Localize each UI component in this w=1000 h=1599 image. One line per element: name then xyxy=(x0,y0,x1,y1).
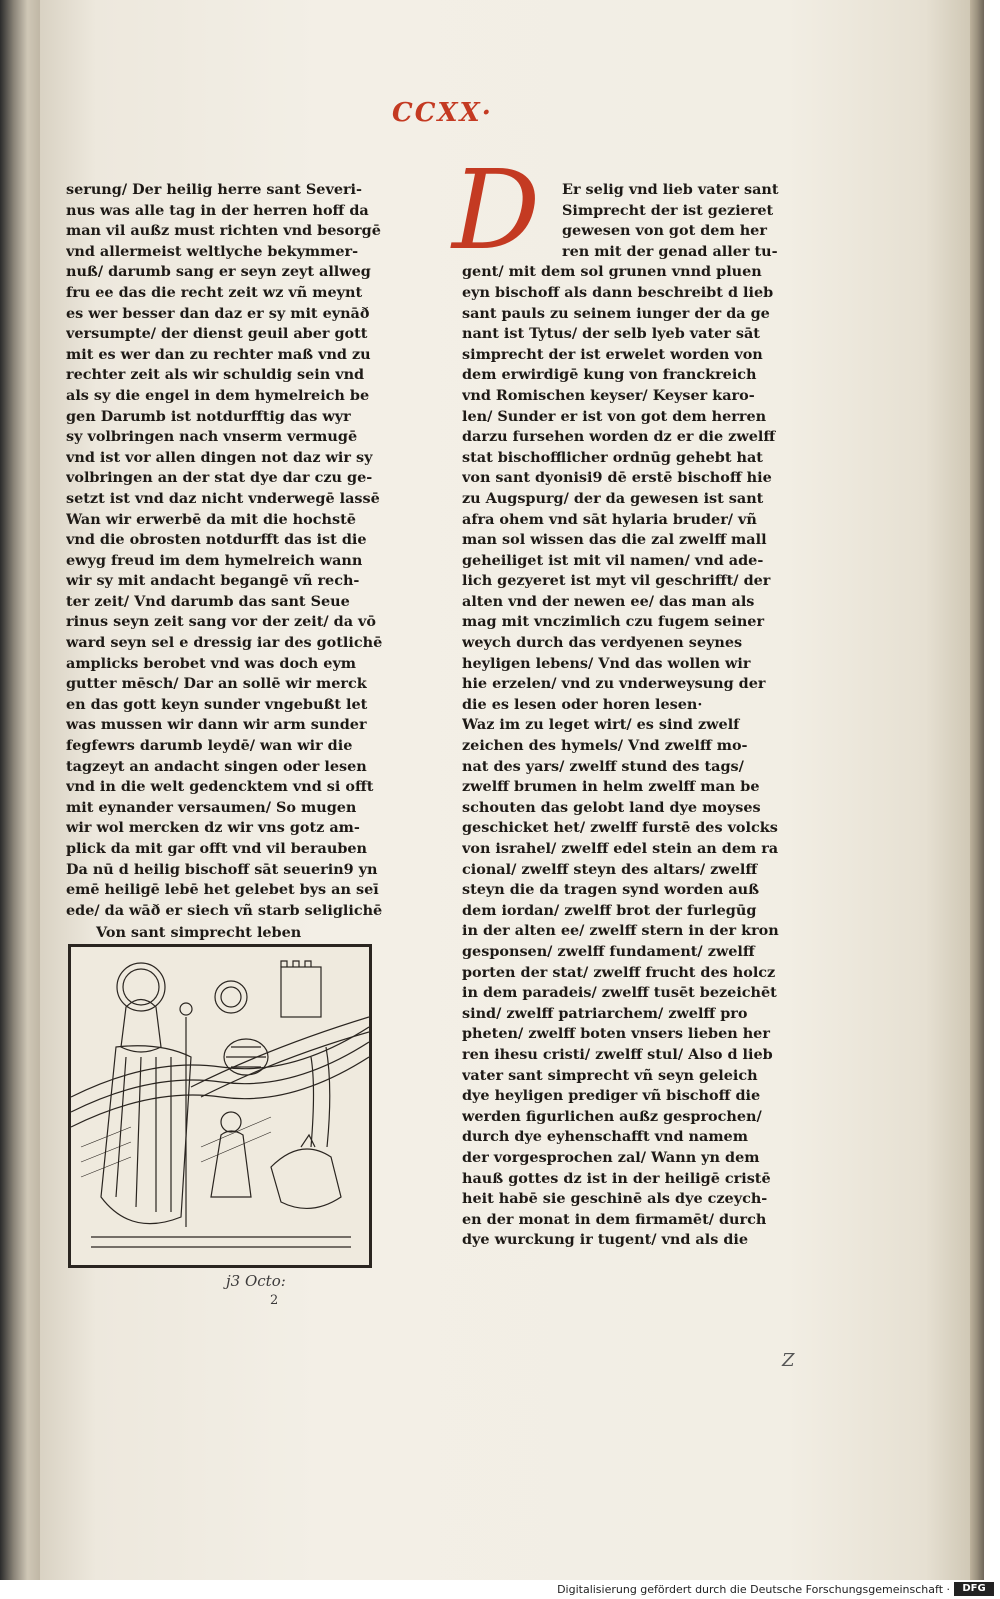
right-column-line: geschicket het/ zwelff furstē des volcks xyxy=(462,819,778,837)
right-column-line: Simprecht der ist gezieret xyxy=(562,201,774,219)
footer-bar xyxy=(0,1580,1000,1599)
right-column-line: schouten das gelobt land dye moyses xyxy=(462,798,761,816)
margin-note-signature: Z xyxy=(782,1350,795,1371)
decorated-initial: D xyxy=(452,146,541,274)
left-column-line: en das gott keyn sunder vngebußt let xyxy=(66,695,368,713)
right-column-line: stat bischofflicher ordnūg gehebt hat xyxy=(462,448,763,466)
woodcut-saint-image xyxy=(71,947,369,1265)
left-column-line: als sy die engel in dem hymelreich be xyxy=(66,386,370,404)
right-column-line: simprecht der ist erwelet worden von xyxy=(462,345,763,363)
right-column-line: dye wurckung ir tugent/ vnd als die xyxy=(462,1231,748,1249)
right-column-line: vnd Romischen keyser/ Keyser karo- xyxy=(462,386,755,404)
right-column-line: gesponsen/ zwelff fundament/ zwelff xyxy=(462,942,755,960)
left-column-line: ewyg freud im dem hymelreich wann xyxy=(66,551,363,569)
left-column-line: versumpte/ der dienst geuil aber gott xyxy=(66,325,368,343)
right-column-line: durch dye eyhenschafft vnd namem xyxy=(462,1128,748,1146)
right-column-line: alten vnd der newen ee/ das man als xyxy=(462,592,755,610)
left-column-line: vnd die obrosten notdurfft das ist die xyxy=(66,531,367,549)
right-column-line: lich gezyeret ist myt vil geschrifft/ der xyxy=(462,572,771,590)
right-column-line: zeichen des hymels/ Vnd zwelff mo- xyxy=(462,737,748,755)
right-column-line: nat des yars/ zwelff stund des tags/ xyxy=(462,757,744,775)
right-column-line: die es lesen oder horen lesen· xyxy=(462,695,703,713)
left-column-line: es wer besser dan daz er sy mit eynāð xyxy=(66,304,370,322)
folio-number: CCXX· xyxy=(392,98,493,128)
right-column-line: len/ Sunder er ist von got dem herren xyxy=(462,407,767,425)
left-column-line: was mussen wir dann wir arm sunder xyxy=(66,716,367,734)
right-column-line: eyn bischoff als dann beschreibt d lieb xyxy=(462,283,774,301)
right-column-line: steyn die da tragen synd worden auß xyxy=(462,881,760,899)
left-column-line: plick da mit gar offt vnd vil berauben xyxy=(66,840,368,857)
left-column-line: vnd ist vor allen dingen not daz wir sy xyxy=(66,448,373,466)
right-column-line: afra ohem vnd sāt hylaria bruder/ vñ xyxy=(462,510,757,528)
right-column-line: hauß gottes dz ist in der heiligē cristē xyxy=(462,1169,771,1187)
right-column-line: cional/ zwelff steyn des altars/ zwelff xyxy=(462,860,758,878)
left-column-line: wir sy mit andacht begangē vñ rech- xyxy=(66,572,360,590)
left-column-line: man vil außz must richten vnd besorgē xyxy=(66,222,381,240)
woodcut-caption: Von sant simprecht leben xyxy=(96,924,302,941)
left-column-line: sy volbringen nach vnserm vermugē xyxy=(66,428,358,446)
right-column-line: en der monat in dem firmamēt/ durch xyxy=(462,1210,767,1228)
left-column-line: Da nū d heilig bischoff sāt seuerin9 yn xyxy=(66,860,378,878)
margin-note-date: j3 Octo: xyxy=(226,1272,286,1290)
left-column-line: Wan wir erwerbē da mit die hochstē xyxy=(66,510,356,528)
right-column-line: vater sant simprecht vñ seyn geleich xyxy=(462,1066,758,1084)
right-column-line: heit habē sie geschinē als dye czeych- xyxy=(462,1190,768,1208)
right-column-line: von israhel/ zwelff edel stein an dem ra xyxy=(462,840,779,857)
left-column-line: mit es wer dan zu rechter maß vnd zu xyxy=(66,345,371,363)
left-column-line: emē heiligē lebē het gelebet bys an seī xyxy=(66,881,379,899)
right-column-line: nant ist Tytus/ der selb lyeb vater sāt xyxy=(462,325,760,343)
left-column-line: ter zeit/ Vnd darumb das sant Seue xyxy=(66,592,350,610)
left-column-line: fru ee das die recht zeit wz vñ meynt xyxy=(66,283,363,301)
right-column-line: weych durch das verdyenen seynes xyxy=(462,634,743,652)
right-column-line: zu Augspurg/ der da gewesen ist sant xyxy=(462,489,764,507)
right-column-line: von sant dyonisi9 dē erstē bischoff hie xyxy=(462,469,772,487)
right-column-line: dye heyligen prediger vñ bischoff die xyxy=(462,1087,761,1105)
right-column-line: darzu fursehen worden dz er die zwelff xyxy=(462,428,776,446)
left-column-line: mit eynander versaumen/ So mugen xyxy=(66,798,357,816)
left-column-line: wir wol mercken dz wir vns gotz am- xyxy=(66,819,360,837)
left-column-line: volbringen an der stat dye dar czu ge- xyxy=(66,469,373,487)
right-column-line: der vorgesprochen zal/ Wann yn dem xyxy=(462,1148,760,1166)
left-column-line: amplicks berobet vnd was doch eym xyxy=(66,654,357,672)
right-column-line: mag mit vnczimlich czu fugem seiner xyxy=(462,613,765,631)
left-column-line: gutter mēsch/ Dar an sollē wir merck xyxy=(66,675,367,693)
left-column-line: rechter zeit als wir schuldig sein vnd xyxy=(66,366,365,384)
right-column-line: gewesen von got dem her xyxy=(562,222,767,240)
left-column-line: setzt ist vnd daz nicht vnderwegē lassē xyxy=(66,489,380,507)
right-column-line: porten der stat/ zwelff frucht des holcz xyxy=(462,963,776,981)
right-column-line: zwelff brumen in helm zwelff man be xyxy=(462,778,760,796)
left-column-line: tagzeyt an andacht singen oder lesen xyxy=(66,757,367,775)
funding-credit: Digitalisierung gefördert durch die Deutsche Forschungsgemeinschaft · xyxy=(557,1583,950,1596)
left-column-line: fegfewrs darumb leydē/ wan wir die xyxy=(66,737,353,755)
right-column-line: in dem paradeis/ zwelff tusēt bezeichēt xyxy=(462,984,777,1002)
woodcut-illustration xyxy=(68,944,372,1268)
left-column-line: vnd in die welt gedencktem vnd si offt xyxy=(66,778,374,796)
right-column-line: ren ihesu cristi/ zwelff stul/ Also d lieb xyxy=(462,1045,773,1063)
dfg-logo: DFG xyxy=(954,1582,994,1596)
page-fore-edge xyxy=(970,0,984,1580)
right-column-line: man sol wissen das die zal zwelff mall xyxy=(462,531,767,549)
left-column-line: ward seyn sel e dressig iar des gotlichē xyxy=(66,634,383,652)
right-column-line: heyligen lebens/ Vnd das wollen wir xyxy=(462,654,751,672)
right-column-line: dem erwirdigē kung von franckreich xyxy=(462,366,757,384)
margin-note-number: 2 xyxy=(270,1293,279,1308)
right-column-line: Er selig vnd lieb vater sant xyxy=(562,181,779,198)
right-column-line: hie erzelen/ vnd zu vnderweysung der xyxy=(462,675,766,693)
right-column-line: dem iordan/ zwelff brot der furlegūg xyxy=(462,901,757,919)
left-column-line: rinus seyn zeit sang vor der zeit/ da vō xyxy=(66,613,377,631)
left-column-line: nus was alle tag in der herren hoff da xyxy=(66,201,369,219)
left-column-line: vnd allermeist weltlyche bekymmer- xyxy=(66,242,359,260)
right-column-line: pheten/ zwelff boten vnsers lieben her xyxy=(462,1025,770,1043)
left-column-line: nuß/ darumb sang er seyn zeyt allweg xyxy=(66,263,371,281)
right-column-line: gent/ mit dem sol grunen vnnd pluen xyxy=(462,263,762,281)
right-text-column xyxy=(462,180,797,1251)
left-text-column xyxy=(66,180,396,921)
left-column-line: gen Darumb ist notdurfftig das wyr xyxy=(66,407,351,425)
right-column-line: ren mit der genad aller tu- xyxy=(562,242,778,260)
right-column-line: in der alten ee/ zwelff stern in der kron xyxy=(462,922,779,940)
right-column-line: Waz im zu leget wirt/ es sind zwelf xyxy=(462,716,740,734)
left-column-line: serung/ Der heilig herre sant Severi- xyxy=(66,181,362,198)
right-column-line: geheiliget ist mit vil namen/ vnd ade- xyxy=(462,551,764,569)
right-column-line: sant pauls zu seinem iunger der da ge xyxy=(462,304,770,322)
left-column-line: ede/ da wāð er siech vñ starb seliglichē xyxy=(66,901,383,919)
right-column-line: werden figurlichen außz gesprochen/ xyxy=(462,1107,762,1125)
right-column-line: sind/ zwelff patriarchem/ zwelff pro xyxy=(462,1004,748,1022)
